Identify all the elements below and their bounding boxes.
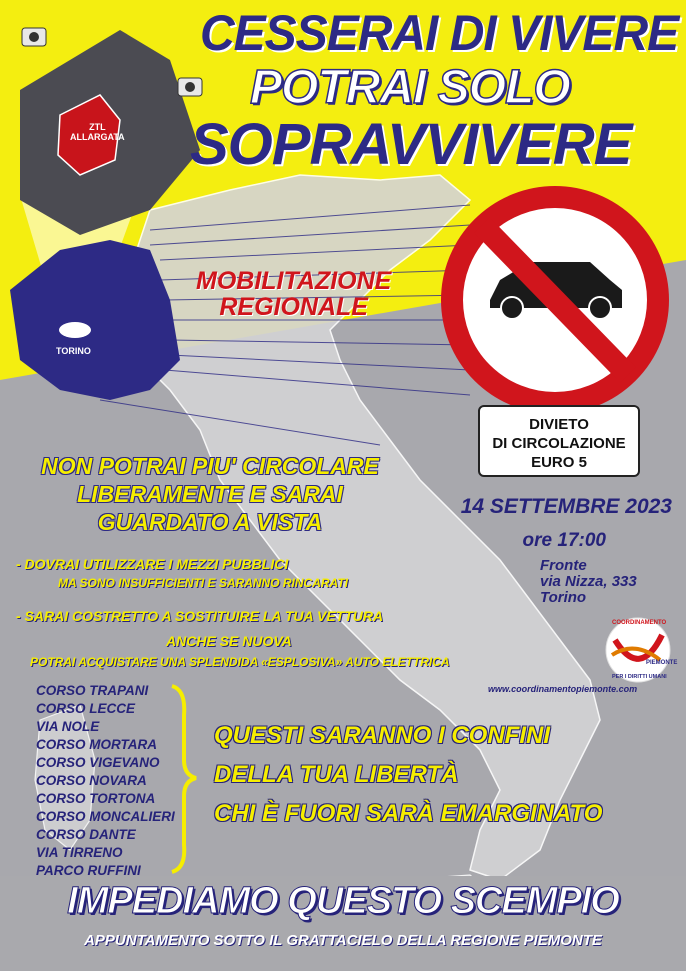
footer-title: IMPEDIAMO QUESTO SCEMPIO [67,880,619,922]
street-item: VIA TIRRENO [36,845,123,860]
warning-text [0,452,420,536]
website-link[interactable]: www.coordinamentopiemonte.com [488,684,638,694]
street-list [36,682,175,880]
place-line1: Fronte [540,557,587,574]
logo-tagline: PER I DIRITTI UMANI [612,674,667,680]
notice-line3: EURO 5 [531,454,587,471]
mobilization-line2: REGIONALE [219,293,368,321]
street-item: CORSO DANTE [36,827,136,842]
street-item: CORSO MORTARA [36,737,157,752]
headline-line3: SOPRAVVIVERE [190,112,632,177]
place-line3: Torino [540,589,587,606]
footer-subtitle: APPUNTAMENTO SOTTO IL GRATTACIELO DELLA REGIONE PIEMONTE [84,932,602,949]
bullet-replace-car-sub1: ANCHE SE NUOVA [166,633,292,649]
mobilization-title [196,268,391,320]
camera-icon-1 [22,28,46,46]
mobilization-line1: MOBILITAZIONE [196,267,392,295]
logo-region: PIEMONTE [646,660,678,666]
street-item: CORSO MONCALIERI [36,809,175,824]
street-item: CORSO TRAPANI [36,683,149,698]
confines-text [214,716,602,833]
confines-line2: DELLA TUA LIBERTÀ [214,761,459,788]
logo-mark [606,618,670,682]
ztl-label [70,122,125,142]
notice-line2: DI CIRCOLAZIONE [492,435,626,452]
street-item: CORSO NOVARA [36,773,147,788]
confines-line1: QUESTI SARANNO I CONFINI [214,722,551,749]
warning-line2: LIBERAMENTE E SARAI [77,481,343,507]
event-time: ore 17:00 [522,530,606,551]
bullet-replace-car: - SARAI COSTRETTO A SOSTITUIRE LA TUA VETTURA [16,608,384,624]
confines-line3: CHI È FUORI SARÀ EMARGINATO [214,800,603,827]
bullet-public-transport: - DOVRAI UTILIZZARE I MEZZI PUBBLICI [16,556,289,572]
notice-line1: DIVIETO [529,416,589,433]
street-item: VIA NOLE [36,719,100,734]
street-item: CORSO TORTONA [36,791,156,806]
street-item: CORSO VIGEVANO [36,755,160,770]
bullet-public-transport-sub: MA SONO INSUFFICIENTI E SARANNO RINCARATI [58,576,348,590]
street-item: CORSO LECCE [36,701,136,716]
torino-spot [59,322,91,338]
warning-line3: GUARDATO A VISTA [97,509,323,535]
warning-line1: NON POTRAI PIU' CIRCOLARE [41,453,379,479]
headline-line2: POTRAI SOLO [250,61,570,114]
prohibition-notice [478,405,640,477]
event-date: 14 SETTEMBRE 2023 [460,495,672,518]
place-line2: via Nizza, 333 [540,573,637,590]
bullet-replace-car-sub2: POTRAI ACQUISTARE UNA SPLENDIDA «ESPLOSIVA» AUTO ELETTRICA [30,655,450,669]
ztl-label-line1: ZTL [89,122,106,132]
logo-arc-text: COORDINAMENTO [612,620,667,626]
event-place [540,558,637,606]
ztl-label-line2: ALLARGATA [70,132,125,142]
camera-icon-2 [178,78,202,96]
street-item: PARCO RUFFINI [36,863,141,878]
headline-line1: CESSERAI DI VIVERE [200,5,679,62]
torino-label: TORINO [56,346,91,356]
